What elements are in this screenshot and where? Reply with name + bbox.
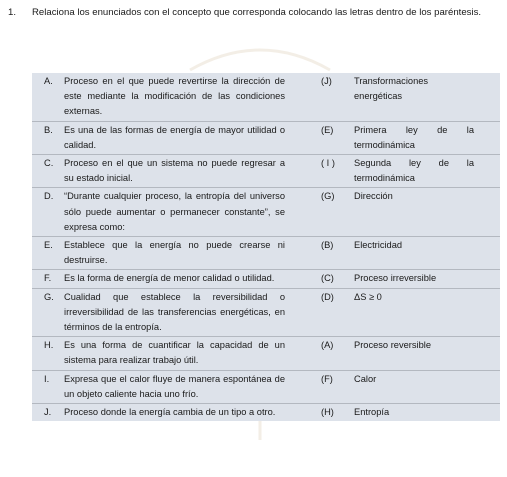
table-row — [32, 337, 500, 370]
row-letter: E. — [44, 240, 53, 251]
matching-table — [32, 73, 500, 421]
answer-paren[interactable]: (D) — [321, 291, 334, 302]
table-row — [32, 237, 500, 270]
row-concept: ΔS ≥ 0 — [354, 291, 382, 302]
row-letter: J. — [44, 407, 52, 418]
row-letter: I. — [44, 373, 50, 384]
row-statement: Establece que la energía no puede crearse ni destruirse. — [64, 240, 285, 266]
answer-paren[interactable]: ( I ) — [321, 158, 335, 169]
row-concept: Dirección — [354, 191, 393, 202]
row-letter: C. — [44, 158, 54, 169]
row-statement: Proceso en el que puede revertirse la dirección de este mediante la modificación de las condiciones externas. — [64, 76, 285, 117]
row-statement: Proceso en el que un sistema no puede regresar a su estado inicial. — [64, 158, 285, 184]
row-statement: Expresa que el calor fluye de manera espontánea de un objeto caliente hacia uno frío. — [64, 373, 285, 399]
row-letter: B. — [44, 124, 53, 135]
row-concept: Proceso irreversible — [354, 273, 437, 284]
instruction-number: 1. — [8, 7, 17, 18]
row-concept: Segunda ley de la termodinámica — [354, 158, 474, 184]
row-letter: G. — [44, 291, 54, 302]
row-concept: Calor — [354, 373, 377, 384]
table-row — [32, 188, 500, 237]
row-letter: A. — [44, 76, 53, 86]
row-concept: Electricidad — [354, 240, 403, 251]
answer-paren[interactable]: (A) — [321, 340, 334, 351]
row-letter: D. — [44, 191, 54, 202]
row-statement: Cualidad que establece la reversibilidad o irreversibilidad de las transferencias energéticas, en términos de la entropía. — [64, 291, 285, 333]
row-concept: Primera ley de la termodinámica — [354, 124, 474, 150]
row-concept: Entropía — [354, 407, 390, 418]
table-row — [32, 122, 500, 155]
table-row — [32, 371, 500, 404]
table-row — [32, 270, 500, 288]
answer-paren[interactable]: (G) — [321, 191, 335, 202]
row-statement: Es la forma de energía de menor calidad o utilidad. — [64, 273, 275, 284]
row-statement: Proceso donde la energía cambia de un tipo a otro. — [64, 407, 276, 418]
instruction-text: Relaciona los enunciados con el concepto que corresponda colocando las letras dentro de los paréntesis. — [32, 7, 482, 18]
row-letter: H. — [44, 340, 54, 351]
answer-paren[interactable]: (E) — [321, 124, 334, 135]
answer-paren[interactable]: (F) — [321, 373, 333, 384]
row-concept: Proceso reversible — [354, 340, 431, 351]
table-row — [32, 289, 500, 338]
row-statement: Es una forma de cuantificar la capacidad de un sistema para realizar trabajo útil. — [64, 340, 285, 366]
row-statement: “Durante cualquier proceso, la entropía del universo sólo puede aumentar o permanecer constante”, se expresa como: — [64, 191, 285, 232]
answer-paren[interactable]: (H) — [321, 407, 334, 418]
table-row — [32, 404, 500, 421]
row-concept: Transformaciones energéticas — [354, 76, 429, 102]
answer-paren[interactable]: (B) — [321, 240, 334, 251]
table-row — [32, 73, 500, 122]
row-letter: F. — [44, 273, 52, 284]
instruction — [8, 5, 500, 20]
row-statement: Es una de las formas de energía de mayor utilidad o calidad. — [64, 124, 285, 150]
table-row — [32, 155, 500, 188]
answer-paren[interactable]: (J) — [321, 76, 332, 86]
answer-paren[interactable]: (C) — [321, 273, 334, 284]
